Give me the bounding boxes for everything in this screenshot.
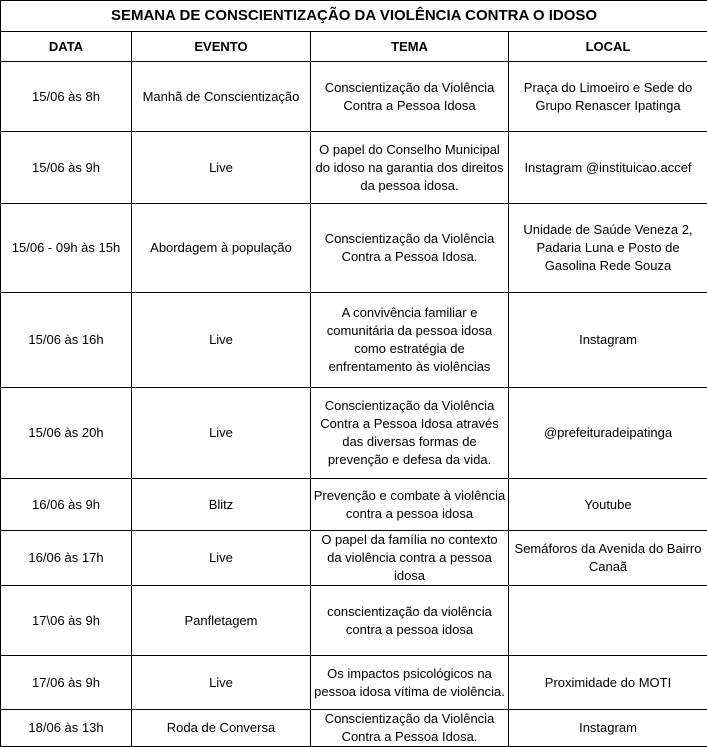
cell-data: 16/06 às 9h [1,479,132,531]
cell-tema: Conscientização da Violência Contra a Pessoa Idosa. [311,204,509,293]
cell-evento: Live [132,132,311,204]
table-row [1,710,707,747]
table-title: SEMANA DE CONSCIENTIZAÇÃO DA VIOLÊNCIA CONTRA O IDOSO [1,1,707,32]
header-evento: EVENTO [132,32,311,62]
cell-tema: O papel da família no contexto da violência contra a pessoa idosa [311,531,509,586]
cell-evento: Live [132,656,311,710]
cell-data: 15/06 às 20h [1,388,132,479]
table-row [1,62,707,132]
table-row [1,586,707,656]
cell-tema: A convivência familiar e comunitária da pessoa idosa como estratégia de enfrentamento às violências [311,293,509,388]
cell-evento: Panfletagem [132,586,311,656]
table-row [1,531,707,586]
cell-evento: Live [132,293,311,388]
table-row [1,479,707,531]
cell-data: 16/06 às 17h [1,531,132,586]
cell-data: 15/06 - 09h às 15h [1,204,132,293]
cell-tema: conscientização da violência contra a pessoa idosa [311,586,509,656]
cell-evento: Manhã de Conscientização [132,62,311,132]
cell-tema: Conscientização da Violência Contra a Pessoa Idosa. [311,710,509,747]
table-row [1,204,707,293]
cell-evento: Live [132,388,311,479]
cell-data: 17\06 às 9h [1,586,132,656]
cell-evento: Abordagem à população [132,204,311,293]
header-local: LOCAL [509,32,707,62]
cell-evento: Blitz [132,479,311,531]
cell-local: Proximidade do MOTI [509,656,707,710]
cell-tema: Conscientização da Violência Contra a Pessoa Idosa através das diversas formas de prevenção e defesa da vida. [311,388,509,479]
cell-local: Praça do Limoeiro e Sede do Grupo Renascer Ipatinga [509,62,707,132]
cell-evento: Live [132,531,311,586]
cell-tema: O papel do Conselho Municipal do idoso na garantia dos direitos da pessoa idosa. [311,132,509,204]
cell-data: 15/06 às 9h [1,132,132,204]
cell-evento: Roda de Conversa [132,710,311,747]
header-data: DATA [1,32,132,62]
cell-data: 15/06 às 8h [1,62,132,132]
cell-local: Instagram [509,710,707,747]
cell-local: Instagram @instituicao.accef [509,132,707,204]
cell-data: 18/06 às 13h [1,710,132,747]
header-tema: TEMA [311,32,509,62]
cell-local: Unidade de Saúde Veneza 2, Padaria Luna e Posto de Gasolina Rede Souza [509,204,707,293]
cell-local [509,586,707,656]
cell-tema: Conscientização da Violência Contra a Pessoa Idosa [311,62,509,132]
cell-data: 17/06 às 9h [1,656,132,710]
cell-data: 15/06 às 16h [1,293,132,388]
table-row [1,656,707,710]
cell-tema: Prevenção e combate à violência contra a pessoa idosa [311,479,509,531]
table-row [1,132,707,204]
table-row [1,293,707,388]
cell-local: Youtube [509,479,707,531]
cell-local: @prefeituradeipatinga [509,388,707,479]
table-row [1,388,707,479]
cell-local: Instagram [509,293,707,388]
cell-local: Semáforos da Avenida do Bairro Canaã [509,531,707,586]
cell-tema: Os impactos psicológicos na pessoa idosa vítima de violência. [311,656,509,710]
